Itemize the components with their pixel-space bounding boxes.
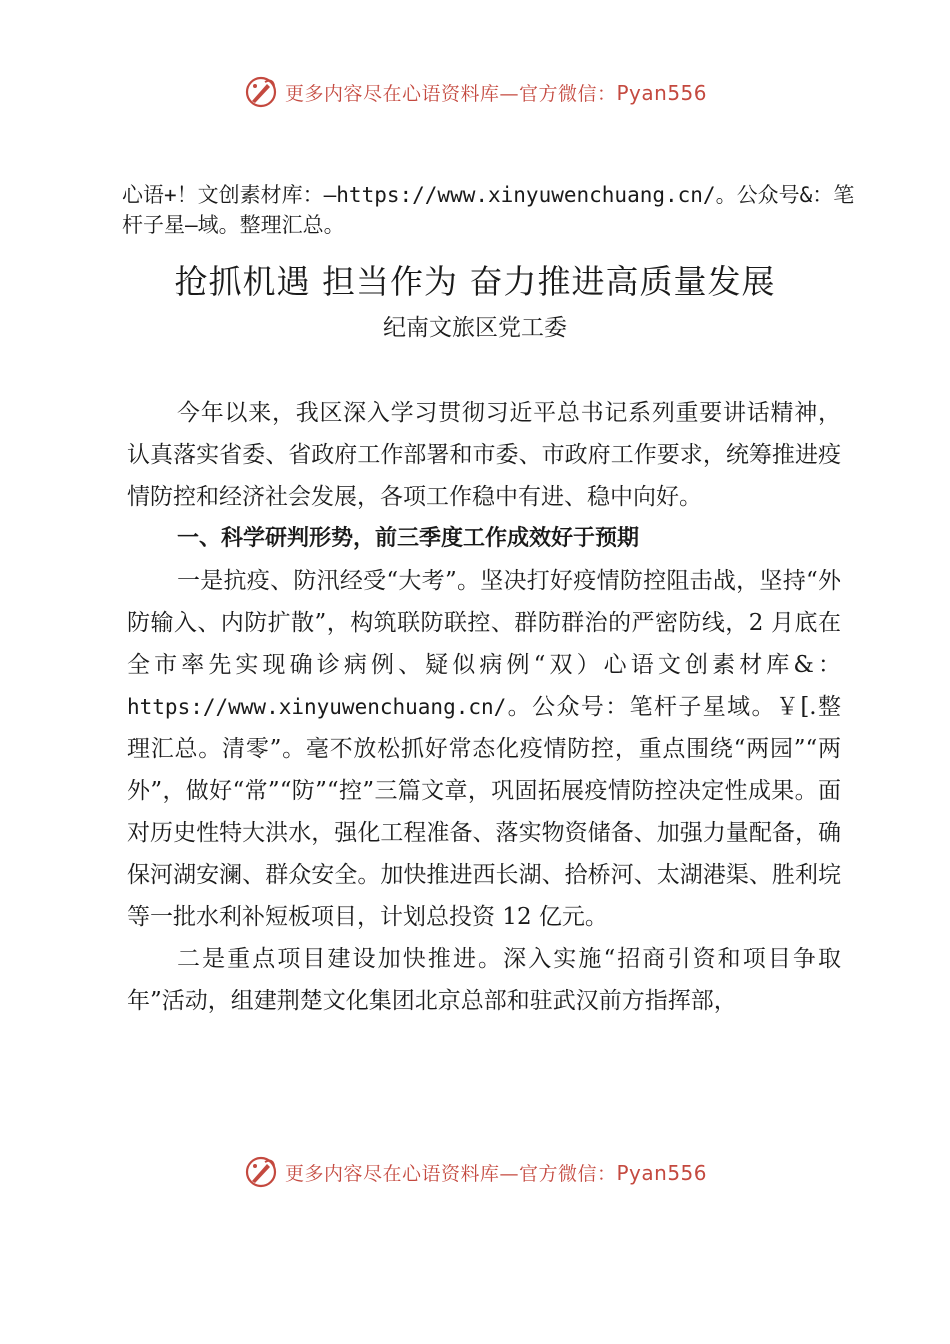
- banner-label: 更多内容尽在心语资料库—官方微信：: [284, 1162, 617, 1185]
- document-body: [127, 392, 841, 1022]
- body-paragraph-2: 二是重点项目建设加快推进。深入实施“招商引资和项目争取年”活动，组建荆楚文化集团北京总部和驻武汉前方指挥部，: [127, 946, 841, 1014]
- banner-label: 更多内容尽在心语资料库—官方微信：: [284, 82, 617, 105]
- paragraph-1-text-b: 。公众号：笔杆子星域。￥[.整理汇总。清零”。毫不放松抓好常态化疫情防控，重点围绕“两园”“两外”，做好“常”“防”“控”三篇文章，巩固拓展疫情防控决定性成果。面对历史性特大洪水，强化工程准备、落实物资储备、加强力量配备，确保河湖安澜、群众安全。加快推进西长湖、拾桥河、太湖港渠、胜利垸等一批水利补短板项目，计划总投资 12 亿元。: [127, 694, 841, 930]
- paragraph-1-text-a: 一是抗疫、防汛经受“大考”。坚决打好疫情防控阻击战，坚持“外防输入、内防扩散”，构筑联防联控、群防群治的严密防线，2 月底在全市率先实现确诊病例、疑似病例“双）心语文创素材库&：: [127, 568, 841, 678]
- header-banner: [0, 70, 950, 114]
- document-title: 抢抓机遇 担当作为 奋力推进高质量发展: [174, 262, 776, 301]
- pen-logo-icon: [243, 1154, 279, 1190]
- document-author: 纪南文旅区党工委: [383, 315, 567, 341]
- banner-text: [285, 1159, 707, 1186]
- footer-banner: [0, 1150, 950, 1194]
- intro-paragraph: 今年以来，我区深入学习贯彻习近平总书记系列重要讲话精神，认真落实省委、省政府工作部署和市委、市政府工作要求，统筹推进疫情防控和经济社会发展，各项工作稳中有进、稳中向好。: [127, 400, 841, 510]
- pen-logo-icon: [243, 74, 279, 110]
- banner-text: [285, 79, 707, 106]
- body-paragraph-1: [127, 560, 841, 938]
- wechat-account: Pyan556: [616, 1160, 708, 1185]
- section-heading: 一、科学研判形势，前三季度工作成效好于预期: [177, 526, 640, 551]
- wechat-account: Pyan556: [616, 80, 708, 105]
- source-note: 心语+！文创素材库：—https://www.xinyuwenchuang.cn/。公众号&：笔杆子星—域。整理汇总。: [122, 183, 855, 237]
- paragraph-1-url: https://www.xinyuwenchuang.cn/: [127, 695, 507, 719]
